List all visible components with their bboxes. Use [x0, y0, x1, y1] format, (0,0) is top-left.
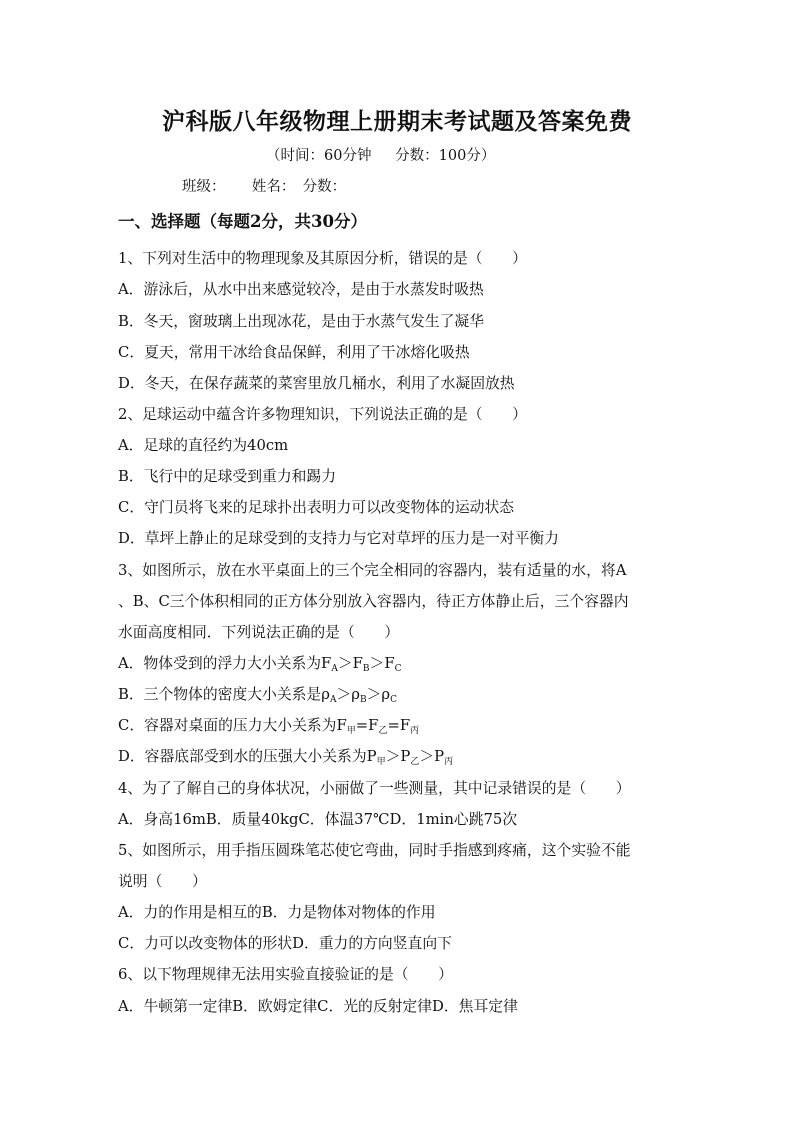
question-1-option-b: B．冬天，窗玻璃上出现冰花，是由于水蒸气发生了凝华: [118, 313, 485, 330]
q3b-sub-2: B: [359, 695, 367, 705]
question-5-options-line-2: C．力可以改变物体的形状D．重力的方向竖直向下: [118, 935, 452, 952]
question-4-stem: 4、为了了解自己的身体状况，小丽做了一些测量，其中记录错误的是（ ）: [118, 780, 631, 797]
q3b-text: B．三个物体的密度大小关系是ρ: [118, 686, 330, 703]
q3c-text: C．容器对桌面的压力大小关系为F: [118, 717, 347, 734]
question-3-stem-line-1: 3、如图所示，放在水平桌面上的三个完全相同的容器内，装有适量的水，将A: [118, 562, 627, 579]
question-3-stem-line-2: 、B、C三个体积相同的正方体分别放入容器内，待正方体静止后，三个容器内: [118, 593, 629, 610]
section-heading-choice: 一、选择题（每题2分，共30分）: [118, 212, 367, 231]
q3d-rel-2: ＞P: [419, 748, 445, 765]
question-3-option-b: [118, 683, 397, 704]
q3b-rel-2: ＞ρ: [366, 686, 391, 703]
question-1-option-c: C．夏天，常用干冰给食品保鲜，利用了干冰熔化吸热: [118, 344, 470, 361]
question-6-options: A．牛顿第一定律B．欧姆定律C．光的反射定律D．焦耳定律: [118, 998, 518, 1015]
q3c-rel-1: =F: [355, 717, 379, 734]
q3d-sub-3: 丙: [444, 757, 454, 767]
q3d-sub-2: 乙: [410, 757, 420, 767]
q3a-text: A．物体受到的浮力大小关系为F: [118, 655, 332, 672]
question-1-option-d: D．冬天，在保存蔬菜的菜窖里放几桶水，利用了水凝固放热: [118, 375, 515, 392]
question-3-option-a: [118, 652, 402, 673]
q3c-rel-2: =F: [387, 717, 411, 734]
q3b-rel-1: ＞ρ: [336, 686, 360, 703]
question-5-options-line-1: A．力的作用是相互的B．力是物体对物体的作用: [118, 904, 436, 921]
q3d-sub-1: 甲: [376, 757, 386, 767]
q3c-sub-3: 丙: [410, 726, 420, 736]
q3c-sub-1: 甲: [346, 726, 356, 736]
exam-time-score: （时间：60分钟 分数：100分）: [266, 148, 496, 164]
question-6-stem: 6、以下物理规律无法用实验直接验证的是（ ）: [118, 966, 453, 983]
q3a-rel-1: ＞F: [337, 655, 363, 672]
q3d-text: D．容器底部受到水的压强大小关系为P: [118, 748, 377, 765]
question-2-option-b: B．飞行中的足球受到重力和踢力: [118, 468, 337, 485]
q3a-sub-2: B: [362, 664, 370, 674]
question-3-option-c: [118, 714, 419, 735]
question-2-stem: 2、足球运动中蕴含许多物理知识，下列说法正确的是（ ）: [118, 406, 527, 423]
q3a-sub-3: C: [394, 664, 402, 674]
question-5-stem-line-1: 5、如图所示，用手指压圆珠笔芯使它弯曲，同时手指感到疼痛，这个实验不能: [118, 842, 631, 859]
q3c-sub-2: 乙: [378, 726, 388, 736]
question-3-option-d: [118, 745, 453, 766]
question-2-option-d: D．草坪上静止的足球受到的支持力与它对草坪的压力是一对平衡力: [118, 530, 559, 547]
q3a-sub-1: A: [331, 664, 338, 674]
q3d-rel-1: ＞P: [385, 748, 411, 765]
q3a-rel-2: ＞F: [369, 655, 395, 672]
page-title: 沪科版八年级物理上册期末考试题及答案免费: [162, 108, 632, 135]
question-2-option-a: A．足球的直径约为40cm: [118, 437, 289, 454]
question-1-option-a: A．游泳后，从水中出来感觉较冷，是由于水蒸发时吸热: [118, 281, 484, 298]
student-info-line: 班级： 姓名： 分数：: [182, 179, 347, 195]
question-3-stem-line-3: 水面高度相同．下列说法正确的是（ ）: [118, 624, 400, 641]
question-1-stem: 1、下列对生活中的物理现象及其原因分析，错误的是（ ）: [118, 250, 527, 267]
q3b-sub-1: A: [329, 695, 337, 705]
question-2-option-c: C．守门员将飞来的足球扑出表明力可以改变物体的运动状态: [118, 499, 515, 516]
question-4-options: A．身高16mB．质量40kgC．体温37℃D．1min心跳75次: [118, 811, 518, 828]
q3b-sub-3: C: [390, 695, 397, 705]
question-5-stem-line-2: 说明（ ）: [118, 873, 207, 890]
